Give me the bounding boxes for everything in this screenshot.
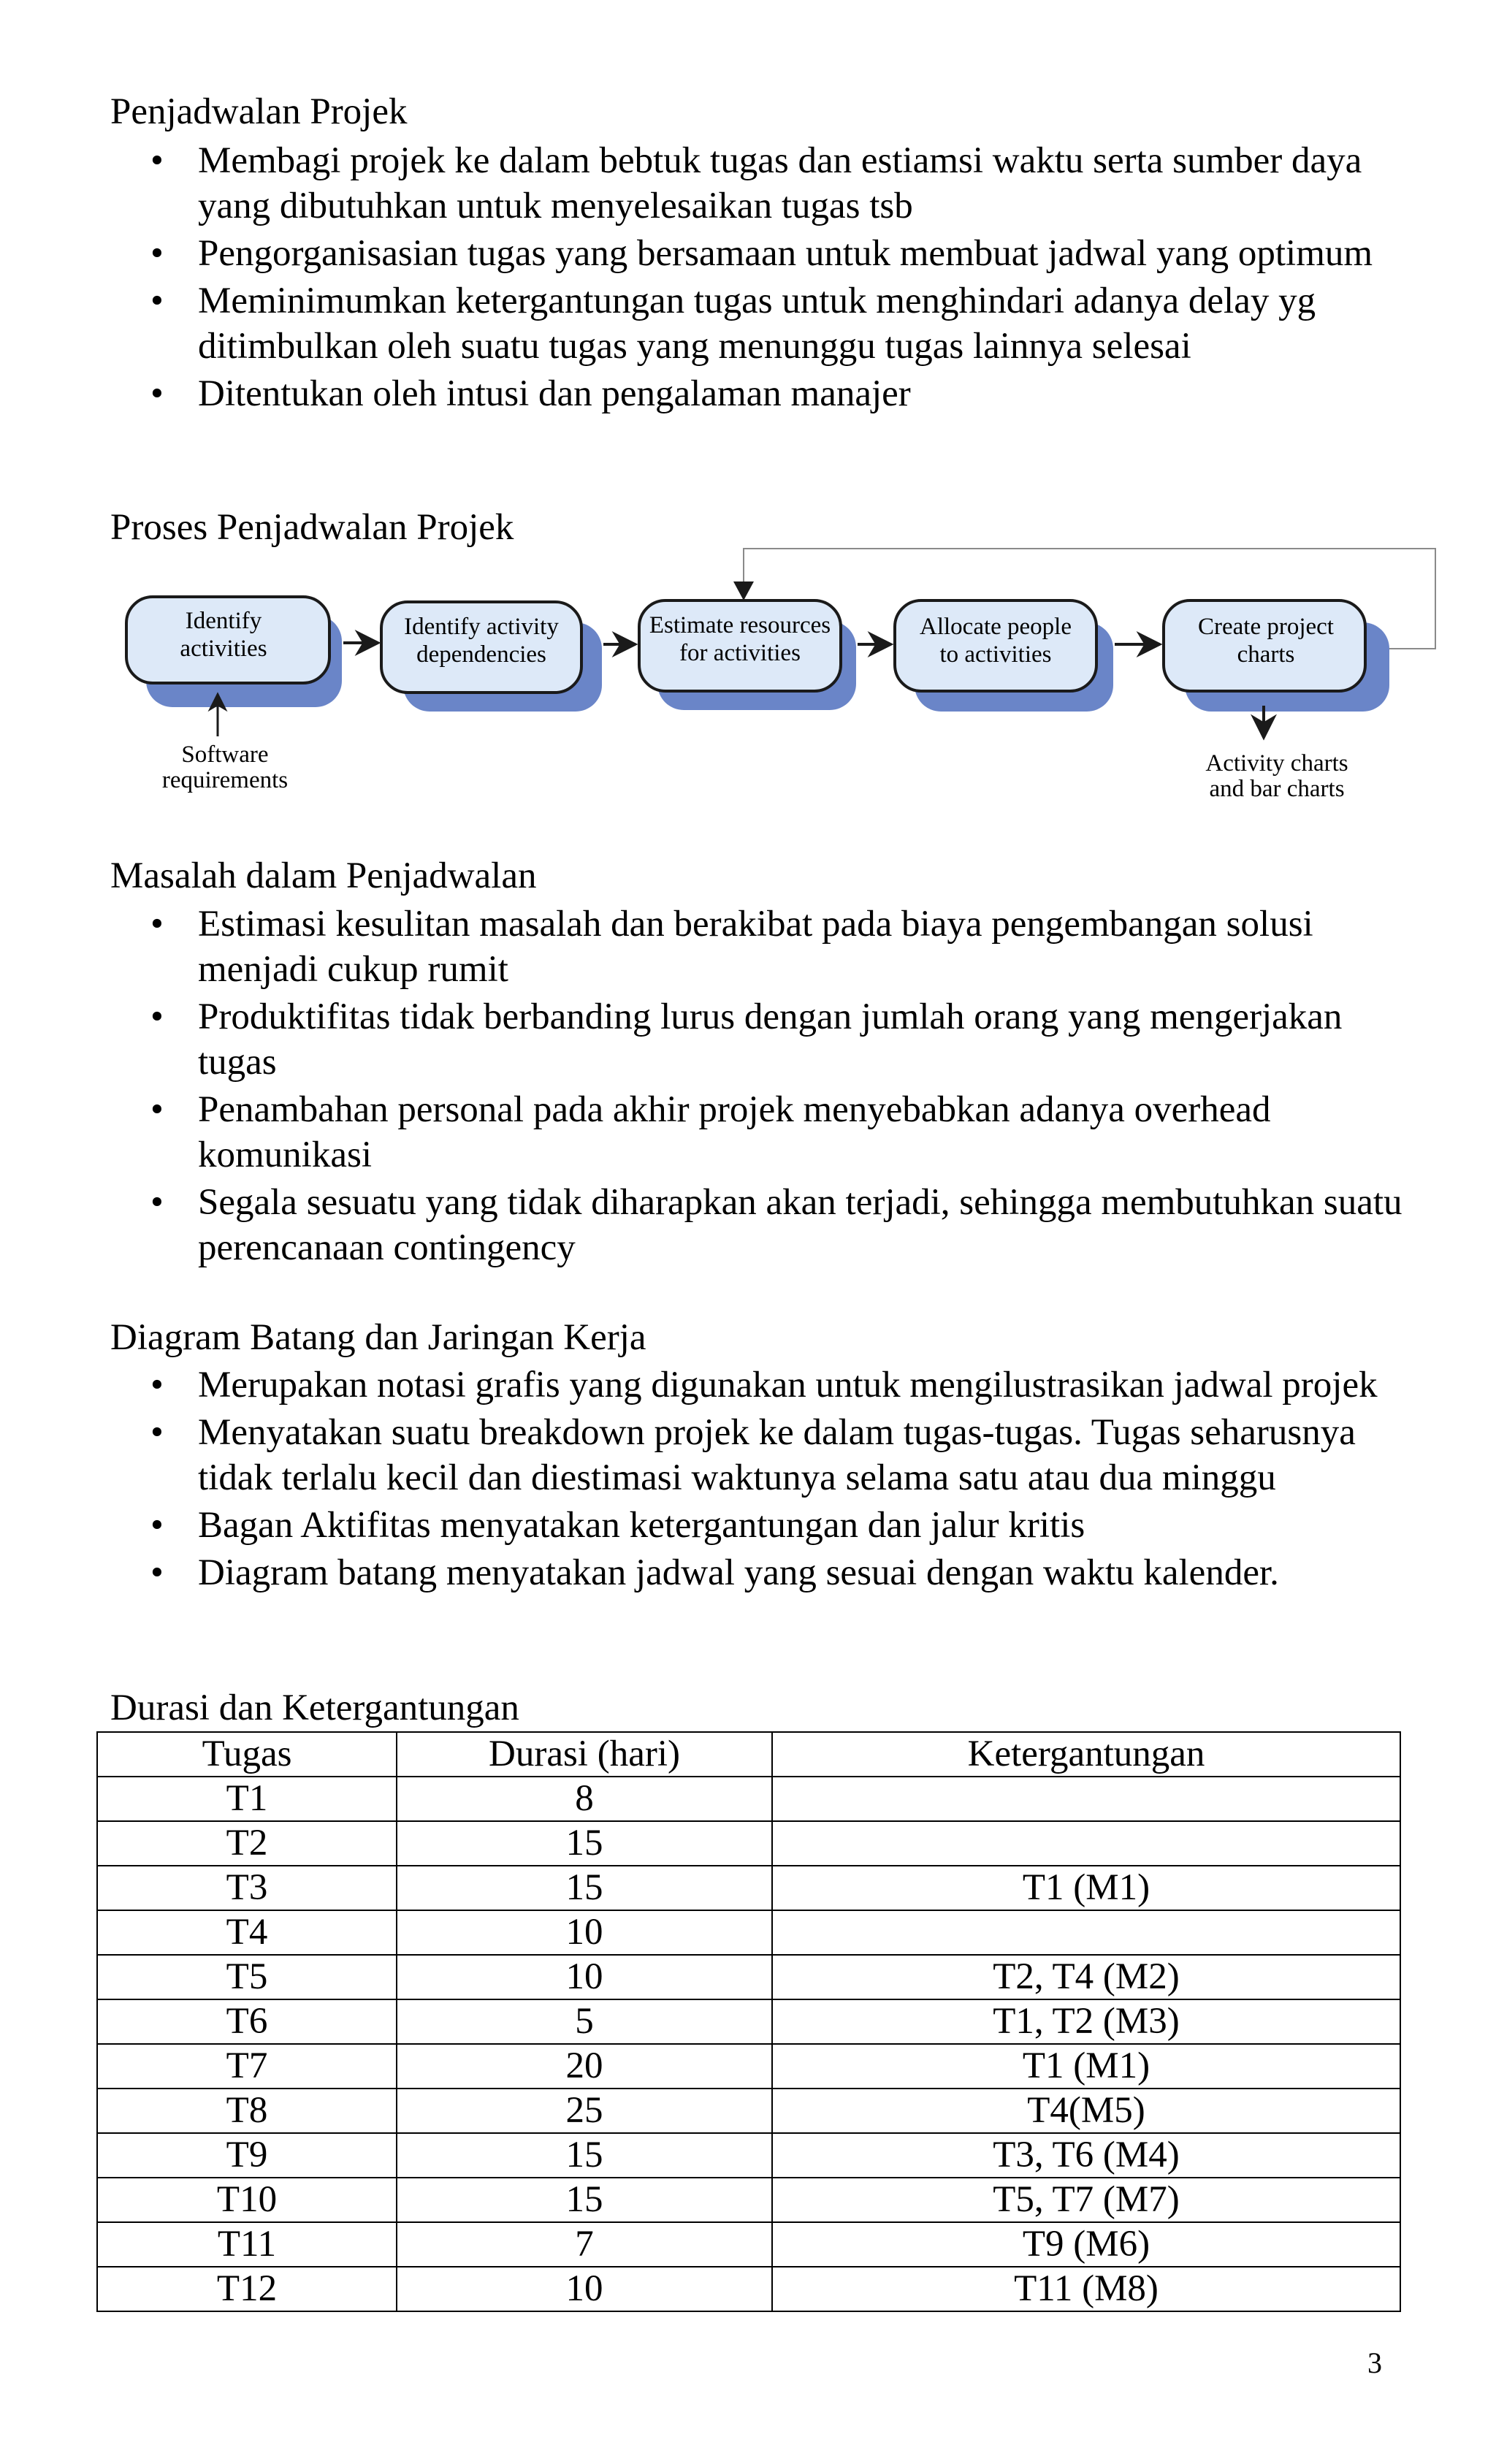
list-item: • Diagram batang menyatakan jadwal yang sesuai dengan waktu kalender. xyxy=(110,1550,1411,1595)
list-item: • Meminimumkan ketergantungan tugas untuk menghindari adanya delay yg ditimbulkan oleh suatu tugas yang menunggu tugas lainnya selesai xyxy=(110,278,1411,369)
cell-ketergantungan: T4(M5) xyxy=(772,2089,1400,2133)
cell-tugas: T9 xyxy=(97,2133,397,2178)
step-label-line2: to activities xyxy=(939,641,1052,668)
table-row xyxy=(97,2178,1400,2222)
heading-durasi-ketergantungan: Durasi dan Ketergantungan xyxy=(110,1687,519,1728)
table-row xyxy=(97,1955,1400,1999)
cell-ketergantungan xyxy=(772,1910,1400,1955)
table-row xyxy=(97,2044,1400,2089)
cell-ketergantungan: T11 (M8) xyxy=(772,2267,1400,2311)
list-item: • Estimasi kesulitan masalah dan berakibat pada biaya pengembangan solusi menjadi cukup rumit xyxy=(110,901,1411,992)
process-step-identify-activities xyxy=(126,597,342,707)
heading-proses-penjadwalan: Proses Penjadwalan Projek xyxy=(110,507,514,548)
output-label-line1: Activity charts xyxy=(1205,750,1348,777)
heading-masalah-penjadwalan: Masalah dalam Penjadwalan xyxy=(110,855,537,896)
bullet-list-diagram-batang xyxy=(110,1362,1411,1598)
cell-tugas: T6 xyxy=(97,1999,397,2044)
heading-penjadwalan-projek: Penjadwalan Projek xyxy=(110,91,408,132)
cell-durasi: 10 xyxy=(397,2267,772,2311)
column-header-ketergantungan: Ketergantungan xyxy=(772,1732,1400,1777)
cell-ketergantungan: T1 (M1) xyxy=(772,1866,1400,1910)
step-label-line2: for activities xyxy=(679,640,801,666)
cell-ketergantungan xyxy=(772,1777,1400,1821)
list-item: • Penambahan personal pada akhir projek menyebabkan adanya overhead komunikasi xyxy=(110,1087,1411,1178)
process-step-create-charts xyxy=(1164,600,1389,712)
list-item: • Menyatakan suatu breakdown projek ke dalam tugas-tugas. Tugas seharusnya tidak terlalu kecil dan diestimasi waktunya selama satu atau dua minggu xyxy=(110,1410,1411,1500)
process-step-identify-dependencies xyxy=(381,602,602,712)
table-row xyxy=(97,1866,1400,1910)
input-label-line1: Software xyxy=(181,741,269,768)
step-label-line1: Allocate people xyxy=(920,614,1072,640)
cell-durasi: 10 xyxy=(397,1910,772,1955)
process-step-estimate-resources xyxy=(639,600,856,710)
cell-tugas: T8 xyxy=(97,2089,397,2133)
process-step-allocate-people xyxy=(895,600,1113,712)
step-label-line2: dependencies xyxy=(416,641,546,668)
task-duration-table xyxy=(96,1731,1401,2312)
column-header-tugas: Tugas xyxy=(97,1732,397,1777)
cell-tugas: T1 xyxy=(97,1777,397,1821)
cell-ketergantungan: T9 (M6) xyxy=(772,2222,1400,2267)
cell-ketergantungan: T5, T7 (M7) xyxy=(772,2178,1400,2222)
input-label-line2: requirements xyxy=(161,767,289,793)
step-label-line1: Create project xyxy=(1198,614,1334,640)
step-label-line2: charts xyxy=(1237,641,1295,668)
list-item: • Ditentukan oleh intusi dan pengalaman manajer xyxy=(110,371,1411,416)
cell-durasi: 15 xyxy=(397,2178,772,2222)
list-item: • Produktifitas tidak berbanding lurus dengan jumlah orang yang mengerjakan tugas xyxy=(110,994,1411,1085)
cell-durasi: 15 xyxy=(397,1866,772,1910)
cell-durasi: 25 xyxy=(397,2089,772,2133)
cell-durasi: 15 xyxy=(397,2133,772,2178)
step-label-line1: Identify xyxy=(185,608,262,634)
cell-tugas: T11 xyxy=(97,2222,397,2267)
cell-tugas: T3 xyxy=(97,1866,397,1910)
list-item: • Merupakan notasi grafis yang digunakan untuk mengilustrasikan jadwal projek xyxy=(110,1362,1411,1408)
table-row xyxy=(97,2133,1400,2178)
step-label-line2: activities xyxy=(180,636,267,662)
feedback-loop-arrowhead xyxy=(733,581,754,600)
table-row xyxy=(97,1777,1400,1821)
cell-tugas: T7 xyxy=(97,2044,397,2089)
cell-tugas: T2 xyxy=(97,1821,397,1866)
cell-tugas: T5 xyxy=(97,1955,397,1999)
cell-durasi: 15 xyxy=(397,1821,772,1866)
list-item: • Bagan Aktifitas menyatakan ketergantungan dan jalur kritis xyxy=(110,1503,1411,1548)
table-row xyxy=(97,2222,1400,2267)
step-label-line1: Identify activity xyxy=(404,614,559,640)
list-item: • Segala sesuatu yang tidak diharapkan akan terjadi, sehingga membutuhkan suatu perencanaan contingency xyxy=(110,1180,1411,1270)
table-row xyxy=(97,1999,1400,2044)
table-row xyxy=(97,1910,1400,1955)
step-label-line1: Estimate resources xyxy=(649,612,831,638)
table-row xyxy=(97,2267,1400,2311)
output-label-line2: and bar charts xyxy=(1209,776,1345,802)
table-row xyxy=(97,1821,1400,1866)
cell-ketergantungan xyxy=(772,1821,1400,1866)
cell-durasi: 7 xyxy=(397,2222,772,2267)
cell-durasi: 10 xyxy=(397,1955,772,1999)
cell-durasi: 20 xyxy=(397,2044,772,2089)
bullet-list-penjadwalan xyxy=(110,138,1411,419)
column-header-durasi: Durasi (hari) xyxy=(397,1732,772,1777)
list-item: • Membagi projek ke dalam bebtuk tugas dan estiamsi waktu serta sumber daya yang dibutuhkan untuk menyelesaikan tugas tsb xyxy=(110,138,1411,229)
cell-ketergantungan: T2, T4 (M2) xyxy=(772,1955,1400,1999)
table-header-row xyxy=(97,1732,1400,1777)
cell-ketergantungan: T3, T6 (M4) xyxy=(772,2133,1400,2178)
heading-diagram-batang: Diagram Batang dan Jaringan Kerja xyxy=(110,1317,646,1358)
cell-ketergantungan: T1 (M1) xyxy=(772,2044,1400,2089)
table-row xyxy=(97,2089,1400,2133)
bullet-list-masalah xyxy=(110,901,1411,1273)
list-item: • Pengorganisasian tugas yang bersamaan untuk membuat jadwal yang optimum xyxy=(110,231,1411,276)
cell-tugas: T12 xyxy=(97,2267,397,2311)
cell-tugas: T10 xyxy=(97,2178,397,2222)
cell-durasi: 5 xyxy=(397,1999,772,2044)
cell-tugas: T4 xyxy=(97,1910,397,1955)
cell-durasi: 8 xyxy=(397,1777,772,1821)
page-number: 3 xyxy=(1367,2346,1382,2379)
cell-ketergantungan: T1, T2 (M3) xyxy=(772,1999,1400,2044)
process-flow-diagram xyxy=(0,537,1496,815)
